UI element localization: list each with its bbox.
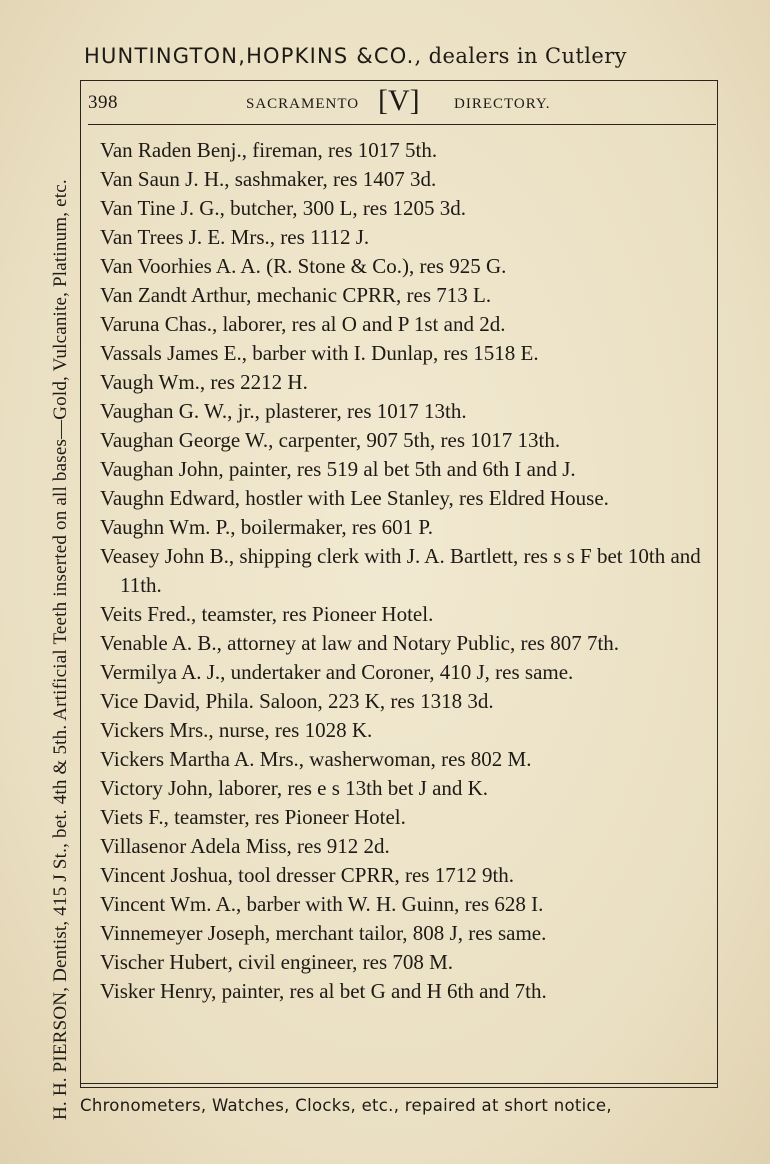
running-head-city: SACRAMENTO [246, 96, 360, 112]
side-advertisement: H. H. PIERSON, Dentist, 415 J St., bet. 4th & 5th. Artificial Teeth inserted on all bases—Gold, Vulcanite, Platinum, etc. [50, 179, 71, 1120]
directory-entry: Vaughan G. W., jr., plasterer, res 1017 13th. [100, 399, 467, 423]
directory-entry: Van Saun J. H., sashmaker, res 1407 3d. [100, 167, 437, 191]
directory-entry: Vassals James E., barber with I. Dunlap, res 1518 E. [100, 341, 539, 365]
directory-entry: Veits Fred., teamster, res Pioneer Hotel. [100, 602, 434, 626]
directory-entry: Van Voorhies A. A. (R. Stone & Co.), res 925 G. [100, 254, 507, 278]
directory-entry: Venable A. B., attorney at law and Notary Public, res 807 7th. [100, 631, 620, 655]
directory-entry: Villasenor Adela Miss, res 912 2d. [100, 834, 390, 858]
directory-entry: Van Zandt Arthur, mechanic CPRR, res 713 L. [100, 283, 492, 307]
page-number: 398 [88, 92, 118, 113]
footer-advertisement: Chronometers, Watches, Clocks, etc., repaired at short notice, [80, 1096, 612, 1115]
header-ad-text: , dealers in Cutlery [414, 44, 627, 68]
header-advertisement [84, 44, 734, 68]
directory-entry: Vaughn Edward, hostler with Lee Stanley, res Eldred House. [100, 486, 609, 510]
directory-entry: Vincent Wm. A., barber with W. H. Guinn, res 628 I. [100, 892, 544, 916]
directory-entry: Visker Henry, painter, res al bet G and H 6th and 7th. [100, 979, 547, 1003]
header-ad-firm: HUNTINGTON,HOPKINS &CO. [84, 44, 415, 68]
directory-entry: Vermilya A. J., undertaker and Coroner, 410 J, res same. [100, 660, 574, 684]
header-rule [88, 124, 716, 125]
directory-entry: Vaughn Wm. P., boilermaker, res 601 P. [100, 515, 433, 539]
directory-entry: Vaugh Wm., res 2212 H. [100, 370, 308, 394]
running-head-letter: [V] [378, 84, 420, 117]
directory-entry: Vaughan John, painter, res 519 al bet 5th and 6th I and J. [100, 457, 576, 481]
directory-entry: Vaughan George W., carpenter, 907 5th, res 1017 13th. [100, 428, 561, 452]
directory-entry: Van Tine J. G., butcher, 300 L, res 1205 3d. [100, 196, 467, 220]
directory-entry: Vincent Joshua, tool dresser CPRR, res 1712 9th. [100, 863, 515, 887]
running-head [88, 86, 716, 122]
directory-entry: Veasey John B., shipping clerk with J. A. Bartlett, res s s F bet 10th and 11th. [100, 544, 701, 597]
directory-entries [100, 136, 710, 1006]
directory-entry: Van Trees J. E. Mrs., res 1112 J. [100, 225, 370, 249]
directory-entry: Victory John, laborer, res e s 13th bet J and K. [100, 776, 489, 800]
directory-entry: Vickers Mrs., nurse, res 1028 K. [100, 718, 373, 742]
directory-entry: Varuna Chas., laborer, res al O and P 1st and 2d. [100, 312, 506, 336]
directory-entry: Vickers Martha A. Mrs., washerwoman, res 802 M. [100, 747, 532, 771]
directory-entry: Viets F., teamster, res Pioneer Hotel. [100, 805, 406, 829]
directory-entry: Van Raden Benj., fireman, res 1017 5th. [100, 138, 438, 162]
running-head-title: DIRECTORY. [454, 96, 551, 112]
directory-entry: Vischer Hubert, civil engineer, res 708 M. [100, 950, 454, 974]
directory-entry: Vinnemeyer Joseph, merchant tailor, 808 J, res same. [100, 921, 547, 945]
directory-entry: Vice David, Phila. Saloon, 223 K, res 1318 3d. [100, 689, 494, 713]
